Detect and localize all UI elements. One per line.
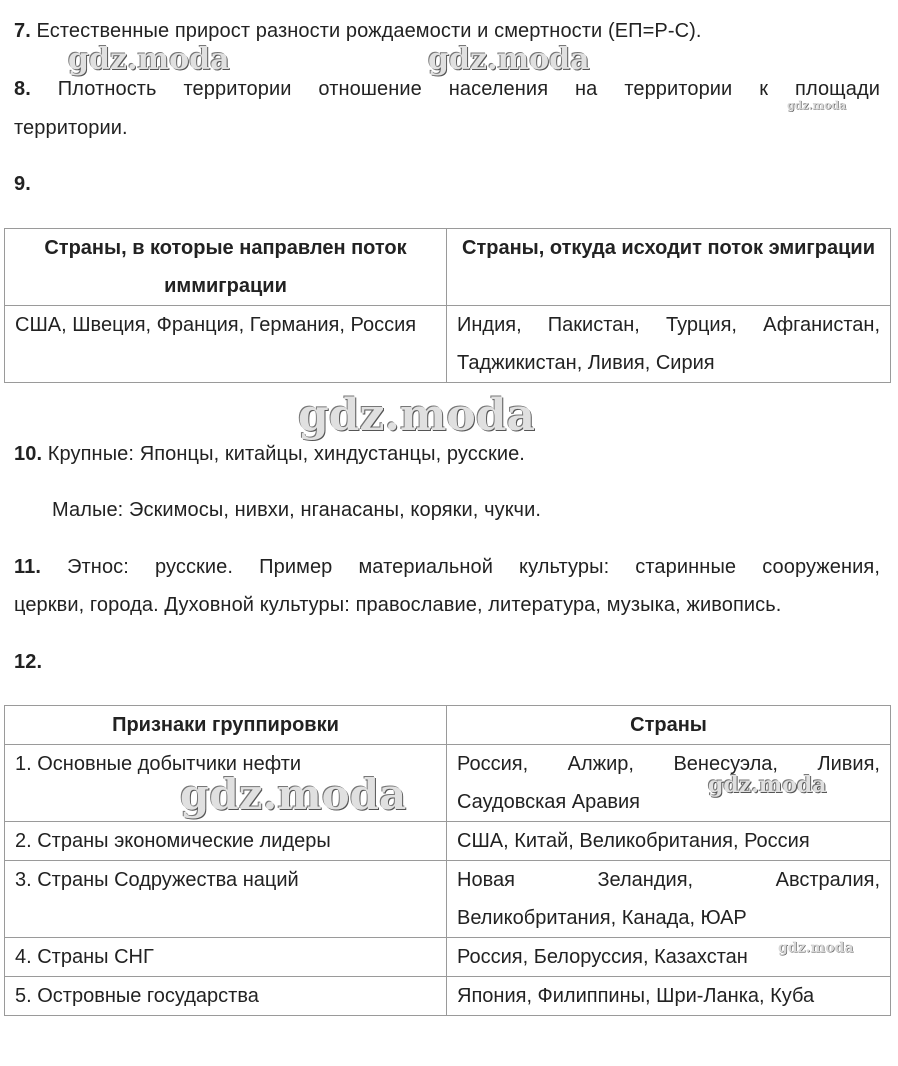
- answer-12: 12.: [14, 651, 43, 673]
- watermark-logo: gdz.moda: [778, 940, 854, 956]
- table-row: [5, 306, 891, 383]
- table-cell: 3. Страны Содружества наций: [5, 861, 447, 938]
- table-cell: Россия, Белоруссия, Казахстан: [447, 938, 891, 977]
- table-row: [5, 977, 891, 1016]
- table-row: [5, 822, 891, 861]
- watermark-logo: gdz.moda: [68, 42, 230, 77]
- table-cell: 5. Островные государства: [5, 977, 447, 1016]
- answer-number: 8.: [14, 78, 31, 100]
- answer-7: [14, 12, 880, 50]
- table-row: [5, 938, 891, 977]
- answer-11-line-2: церкви, города. Духовной культуры: православие, литература, музыка, живопись.: [14, 594, 782, 616]
- answer-text: Крупные: Японцы, китайцы, хиндустанцы, русские.: [42, 443, 525, 465]
- table-cell: США, Китай, Великобритания, Россия: [447, 822, 891, 861]
- table-cell: Новая Зеландия, Австралия, Великобритания, Канада, ЮАР: [447, 861, 891, 938]
- answer-number: 11.: [14, 556, 41, 578]
- migration-table: [4, 228, 891, 383]
- table-cell: 2. Страны экономические лидеры: [5, 822, 447, 861]
- answer-text: Этнос: русские. Пример материальной культуры: старинные сооружения,: [41, 556, 880, 578]
- table-cell: 1. Основные добытчики нефти: [5, 745, 447, 822]
- table-row: [5, 745, 891, 822]
- answer-11-line-1: [14, 548, 880, 586]
- answer-9: 9.: [14, 173, 31, 195]
- table-header-countries: Страны: [447, 706, 891, 745]
- table-cell: США, Швеция, Франция, Германия, Россия: [5, 306, 447, 383]
- watermark-logo: gdz.moda: [180, 770, 407, 819]
- table-cell: Япония, Филиппины, Шри-Ланка, Куба: [447, 977, 891, 1016]
- watermark-logo: gdz.moda: [428, 42, 590, 77]
- grouping-table: [4, 705, 891, 1016]
- table-cell: Индия, Пакистан, Турция, Афганистан, Таджикистан, Ливия, Сирия: [447, 306, 891, 383]
- watermark-logo: gdz.moda: [298, 390, 536, 441]
- answer-number: 10.: [14, 443, 43, 465]
- answer-8-line-2: территории.: [14, 117, 128, 139]
- table-header-emigration: Страны, откуда исходит поток эмиграции: [447, 229, 891, 306]
- table-header-immigration: Страны, в которые направлен поток иммиграции: [5, 229, 447, 306]
- table-cell: 4. Страны СНГ: [5, 938, 447, 977]
- table-header-grouping: Признаки группировки: [5, 706, 447, 745]
- answer-8-line-1: [14, 70, 880, 108]
- answer-number: 7.: [14, 20, 31, 42]
- answer-text: Естественные прирост разности рождаемости и смертности (ЕП=Р-С).: [30, 20, 702, 42]
- table-row: [5, 861, 891, 938]
- table-header-row: [5, 706, 891, 745]
- answer-text: Плотность территории отношение населения на территории к площади: [30, 78, 880, 100]
- answer-10-line-1: [14, 435, 880, 473]
- answer-10-line-2: Малые: Эскимосы, нивхи, нганасаны, коряки, чукчи.: [52, 499, 542, 521]
- watermark-logo: gdz.moda: [787, 99, 847, 112]
- watermark-logo: gdz.moda: [708, 772, 827, 798]
- table-header-row: [5, 229, 891, 306]
- table-cell: Россия, Алжир, Венесуэла, Ливия, Саудовская Аравия: [447, 745, 891, 822]
